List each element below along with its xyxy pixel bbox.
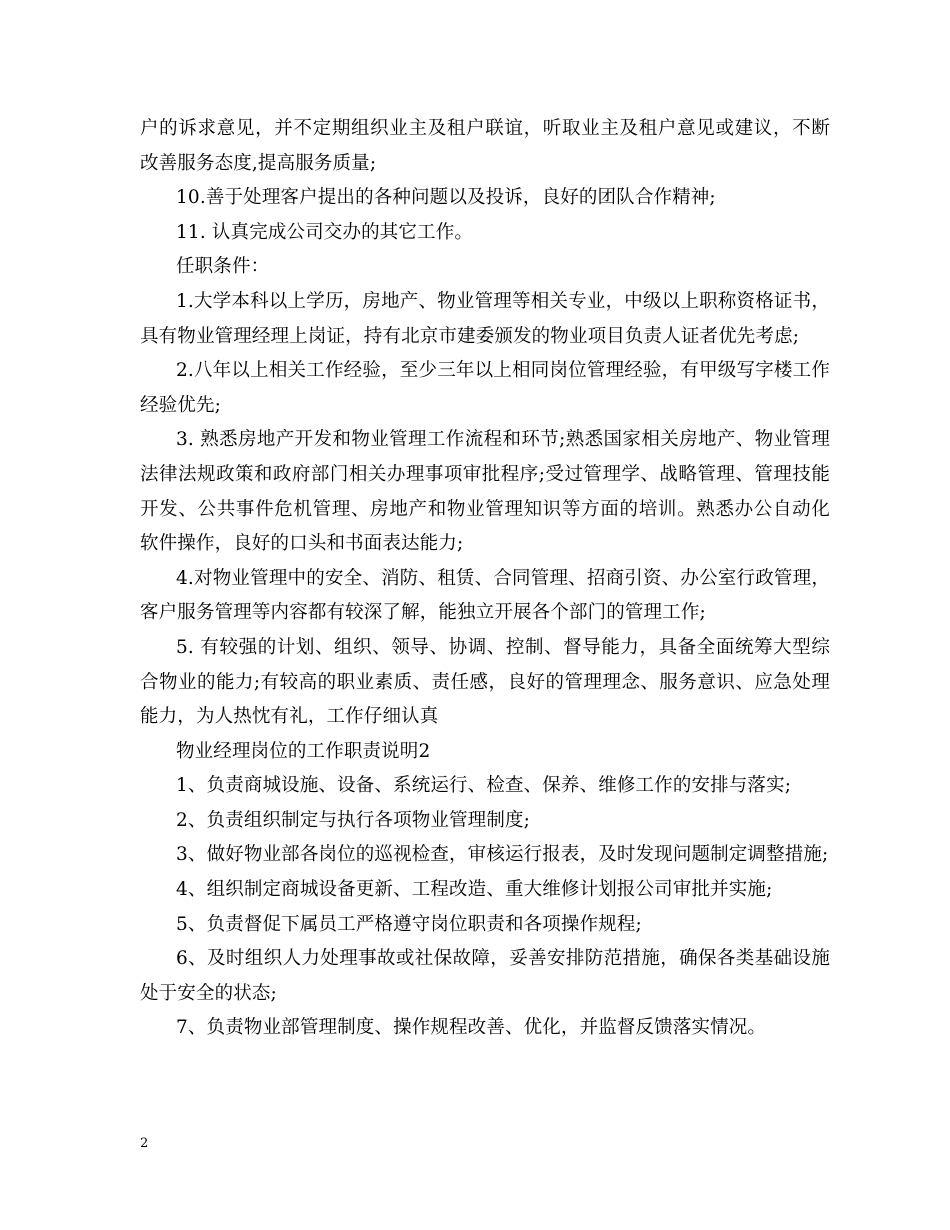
paragraph-5: 1.大学本科以上学历，房地产、物业管理等相关专业，中级以上职称资格证书，具有物业管理经理上岗证，持有北京市建委颁发的物业项目负责人证者优先考虑; xyxy=(140,290,830,347)
document-body xyxy=(140,112,830,1046)
paragraph-7: 3. 熟悉房地产开发和物业管理工作流程和环节;熟悉国家相关房地产、物业管理法律法规政策和政府部门相关办理事项审批程序;受过管理学、战略管理、管理技能开发、公共事件危机管理、房地产和物业管理知识等方面的培训。熟悉办公自动化软件操作，良好的口头和书面表达能力; xyxy=(140,429,830,555)
paragraph-16: 6、及时组织人力处理事故或社保故障，妥善安排防范措施，确保各类基础设施处于安全的状态; xyxy=(140,948,830,1004)
section-heading-duties-2: 物业经理岗位的工作职责说明2 xyxy=(176,740,431,762)
section-heading-requirements: 任职条件： xyxy=(176,256,270,278)
paragraph-1: 户的诉求意见，并不定期组织业主及租户联谊，听取业主及租户意见或建议，不断改善服务态度,提高服务质量; xyxy=(140,118,830,174)
paragraph-6: 2.八年以上相关工作经验，至少三年以上相同岗位管理经验，有甲级写字楼工作经验优先; xyxy=(140,360,830,416)
paragraph-2: 10.善于处理客户提出的各种问题以及投诉，良好的团队合作精神; xyxy=(176,187,716,209)
paragraph-17: 7、负责物业部管理制度、操作规程改善、优化，并监督反馈落实情况。 xyxy=(176,1017,767,1039)
page-number: 2 xyxy=(140,1136,149,1151)
paragraph-15: 5、负责督促下属员工严格遵守岗位职责和各项操作规程; xyxy=(176,913,642,935)
paragraph-3: 11. 认真完成公司交办的其它工作。 xyxy=(176,221,474,243)
paragraph-8: 4.对物业管理中的安全、消防、租赁、合同管理、招商引资、办公室行政管理，客户服务管理等内容都有较深了解，能独立开展各个部门的管理工作; xyxy=(140,567,830,624)
paragraph-13: 3、做好物业部各岗位的巡视检查，审核运行报表，及时发现问题制定调整措施; xyxy=(176,844,829,866)
paragraph-12: 2、负责组织制定与执行各项物业管理制度; xyxy=(176,809,531,831)
paragraph-9: 5. 有较强的计划、组织、领导、协调、控制、督导能力，具备全面统筹大型综合物业的能力;有较高的职业素质、责任感，良好的管理理念、服务意识、应急处理能力，为人热忱有礼，工作仔细认真 xyxy=(140,636,830,728)
paragraph-11: 1、负责商城设施、设备、系统运行、检查、保养、维修工作的安排与落实; xyxy=(176,775,792,797)
paragraph-14: 4、组织制定商城设备更新、工程改造、重大维修计划报公司审批并实施; xyxy=(176,879,773,901)
